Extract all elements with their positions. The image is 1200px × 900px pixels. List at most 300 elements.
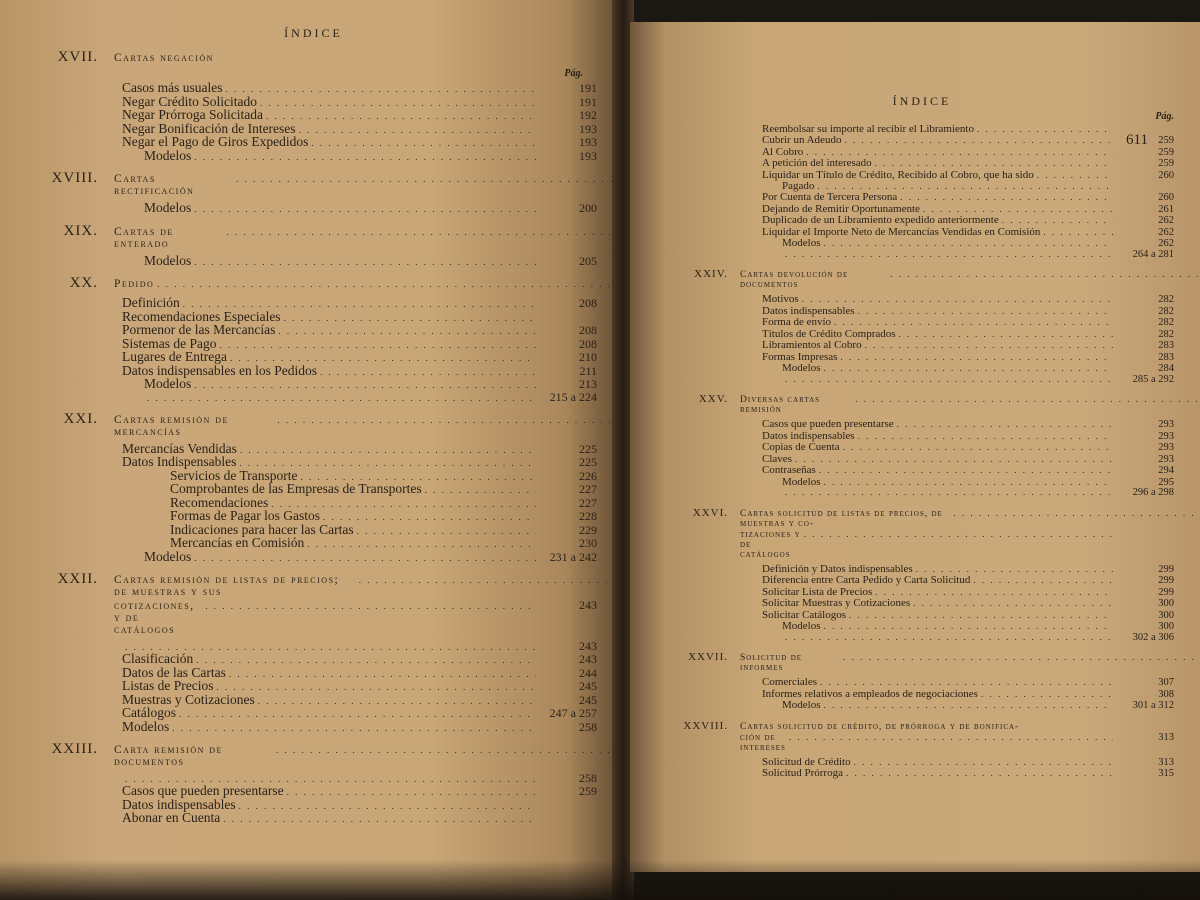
dot-leader <box>858 307 1113 316</box>
entry-page: 283 <box>1158 351 1174 363</box>
chapter-numeral: XXI. <box>63 410 98 427</box>
entry-page: 227 <box>579 482 597 496</box>
chapter-title-cont-text: ción de intereses <box>740 732 786 753</box>
chapter-title-text: Solicitud de informes <box>740 653 803 673</box>
entry-label: Abonar en Cuenta <box>122 810 221 825</box>
index-entry <box>670 621 1174 633</box>
entry-label: Motivos <box>762 293 799 305</box>
entry-label: Negar Prórroga Solicitada <box>122 107 263 122</box>
dot-leader <box>923 205 1113 214</box>
index-entry <box>670 454 1174 466</box>
entry-page: 301 a 312 <box>1132 700 1174 711</box>
dot-leader <box>819 466 1113 475</box>
entry-page: 262 <box>1158 226 1174 238</box>
chapter-title-cont-text: tizaciones y de catálogos <box>740 529 801 560</box>
index-entry <box>670 294 1174 306</box>
entry-page: 302 a 306 <box>1132 631 1174 643</box>
entry-label: Modelos <box>782 475 821 488</box>
chapter-numeral: XVIII. <box>51 170 98 186</box>
chapter-title <box>740 269 1200 290</box>
dot-leader <box>1043 228 1113 237</box>
dot-leader <box>854 758 1113 767</box>
chapter-title-continued <box>670 529 1174 560</box>
index-entry <box>670 181 1174 192</box>
index-entry <box>30 81 597 95</box>
left-index-content <box>30 49 597 825</box>
dot-leader <box>875 588 1113 597</box>
chapter-numeral: XVII. <box>57 49 98 65</box>
entry-page: 299 <box>1158 563 1174 575</box>
entry-label: Contraseñas <box>762 464 816 476</box>
entry-page: 299 <box>1158 575 1174 586</box>
entry-page: 208 <box>579 336 597 351</box>
chapter-numeral: XXV. <box>698 393 728 405</box>
chapter-title <box>740 722 1174 732</box>
chapter-title <box>114 276 615 291</box>
entry-page: 262 <box>1158 215 1174 226</box>
entry-label: Al Cobro <box>762 145 804 158</box>
dot-leader <box>849 611 1113 620</box>
index-entry <box>670 147 1174 159</box>
dot-leader <box>277 415 615 425</box>
dot-leader <box>230 354 536 363</box>
dot-leader <box>875 159 1113 168</box>
dot-leader <box>858 432 1113 441</box>
entry-page: 193 <box>579 135 597 149</box>
entry-page: 284 <box>1158 363 1174 374</box>
chapter-heading <box>30 411 597 438</box>
index-entry <box>670 363 1174 375</box>
chapter-title-text: Cartas rectificación <box>114 173 195 197</box>
index-entry <box>670 124 1174 135</box>
dot-leader <box>220 341 537 350</box>
index-entry <box>670 135 1174 147</box>
entry-label: Muestras y Cotizaciones <box>122 691 255 707</box>
index-entry <box>670 587 1174 599</box>
chapter-numeral: XIX. <box>63 222 98 239</box>
entry-label: Comerciales <box>762 676 817 688</box>
entry-page: 313 <box>1158 756 1174 768</box>
entry-page: 258 <box>579 719 597 734</box>
dot-leader <box>278 327 536 336</box>
entry-label: Datos indispensables en los Pedidos <box>122 362 317 378</box>
chapter-title <box>114 412 615 438</box>
entry-page: 210 <box>579 350 597 364</box>
dot-leader <box>865 341 1113 350</box>
chapter-title <box>114 742 615 768</box>
dot-leader <box>194 205 536 214</box>
entry-page: 260 <box>1158 192 1174 203</box>
dot-leader <box>785 250 1113 259</box>
dot-leader <box>824 364 1114 373</box>
dot-leader <box>357 527 536 536</box>
entry-label: Datos indispensables <box>762 304 855 317</box>
index-entry <box>670 768 1174 780</box>
entry-page: 293 <box>1158 430 1174 442</box>
chapter-title-text: Pedido <box>114 278 155 290</box>
dot-leader <box>157 279 615 289</box>
index-entry <box>670 238 1174 250</box>
entry-label: Libramientos al Cobro <box>762 339 862 351</box>
dot-leader <box>258 697 536 706</box>
chapter-title-text: Diversas cartas remisión <box>740 395 821 415</box>
entry-label: Sistemas de Pago <box>122 335 217 351</box>
entry-page: 225 <box>579 455 597 469</box>
chapter-title-text: Cartas solicitud de listas de precios, de muestras y co- <box>740 508 943 529</box>
right-page <box>630 22 1200 872</box>
index-entry <box>30 784 597 798</box>
dot-leader <box>843 443 1113 452</box>
entry-page: 227 <box>579 495 597 510</box>
dot-leader <box>897 420 1113 429</box>
entry-label: Informes relativos a empleados de negociaciones <box>762 687 978 700</box>
dot-leader <box>824 622 1114 631</box>
index-entry <box>670 375 1174 386</box>
entry-label: Servicios de Transporte <box>170 467 298 483</box>
entry-page: 205 <box>579 253 597 268</box>
entry-label: Casos más usuales <box>122 80 223 95</box>
index-entry <box>30 509 597 523</box>
entry-label: Títulos de Crédito Comprados <box>762 327 896 340</box>
chapter-heading <box>30 49 597 66</box>
entry-page: 208 <box>579 296 597 310</box>
entry-label: Claves <box>762 452 792 465</box>
entry-label: Solicitar Muestras y Cotizaciones <box>762 597 911 609</box>
index-entry <box>30 201 597 215</box>
dot-leader <box>223 815 536 824</box>
index-entry <box>670 329 1174 341</box>
dot-leader <box>172 724 536 733</box>
entry-page: 261 <box>1158 203 1174 215</box>
index-entry <box>30 550 597 564</box>
dot-leader <box>802 295 1113 304</box>
entry-label: Casos que pueden presentarse <box>122 783 284 798</box>
dot-leader <box>320 368 536 377</box>
dot-leader <box>785 375 1113 384</box>
entry-label: Modelos <box>782 362 821 374</box>
entry-label: Datos de las Cartas <box>122 664 226 680</box>
dot-leader <box>226 227 615 237</box>
chapter-heading <box>670 268 1174 290</box>
chapter-heading <box>30 223 597 250</box>
dot-leader <box>977 125 1113 134</box>
dot-leader <box>266 112 536 121</box>
index-entry <box>30 442 597 456</box>
entry-page: 299 <box>1158 586 1174 598</box>
index-entry <box>670 419 1174 431</box>
dot-leader <box>229 670 536 679</box>
index-entry <box>30 391 597 403</box>
chapter-title-text: Cartas devolución de documentos <box>740 270 849 290</box>
chapter-heading <box>670 507 1174 529</box>
chapter-title <box>114 52 597 64</box>
index-entry <box>670 700 1174 712</box>
entry-page: 308 <box>1158 688 1174 700</box>
dot-leader <box>425 486 536 495</box>
dot-leader <box>846 769 1113 778</box>
entry-page: 282 <box>1158 294 1174 305</box>
chapter-title-text: Cartas negación <box>114 52 214 64</box>
dot-leader <box>183 300 536 309</box>
dot-leader <box>820 678 1113 687</box>
chapter-heading <box>30 170 597 197</box>
dot-leader <box>194 258 536 267</box>
chapter-numeral: XXVII. <box>688 651 728 663</box>
entry-label: Lugares de Entrega <box>122 349 227 364</box>
chapter-numeral: XXVIII. <box>683 719 728 732</box>
entry-label: Solicitar Catálogos <box>762 608 847 621</box>
chapter-title-text: Cartas remisión de listas de precios; de muestras y sus <box>114 574 340 598</box>
entry-page: 243 <box>579 652 597 666</box>
running-header-left: ÍNDICE <box>284 26 343 40</box>
entry-page: 282 <box>1158 305 1174 317</box>
bottom-shadow <box>0 860 1200 900</box>
index-entry <box>30 135 597 149</box>
index-entry <box>670 442 1174 454</box>
dot-leader <box>311 139 536 148</box>
chapter-numeral: XXVI. <box>692 506 728 519</box>
index-entry <box>30 640 597 652</box>
entry-label: Comprobantes de las Empresas de Transportes <box>170 481 422 496</box>
index-entry <box>670 575 1174 587</box>
index-entry <box>670 170 1174 182</box>
dot-leader <box>194 381 536 390</box>
entry-page: 307 <box>1158 677 1174 688</box>
entry-label: Solicitar Lista de Precios <box>762 585 873 598</box>
index-entry <box>30 149 597 163</box>
entry-label: Dejando de Remitir Oportunamente <box>762 202 920 215</box>
dot-leader <box>795 455 1113 464</box>
index-entry <box>670 598 1174 610</box>
entry-page: 300 <box>1158 621 1174 632</box>
index-entry <box>670 488 1174 499</box>
dot-leader <box>1037 171 1113 180</box>
entry-page: 259 <box>1158 135 1174 146</box>
chapter-heading <box>30 571 597 598</box>
entry-label: Pormenor de las Mercancías <box>122 322 276 337</box>
chapter-heading <box>670 651 1174 673</box>
chapter-numeral: XXII. <box>57 571 98 587</box>
entry-page: 215 a 224 <box>549 389 597 404</box>
dot-leader <box>194 153 536 162</box>
entry-label: Modelos <box>144 147 192 163</box>
dot-leader <box>240 446 536 455</box>
right-index-content <box>670 268 1174 780</box>
dot-leader <box>855 394 1200 404</box>
entry-label: Definición y Datos indispensables <box>762 562 913 575</box>
pag-column-label: Pág. <box>564 68 583 79</box>
entry-page: 293 <box>1158 453 1174 465</box>
index-entry <box>30 666 597 680</box>
entry-page: 283 <box>1158 340 1174 351</box>
chapter-title <box>114 224 615 250</box>
entry-page: 208 <box>579 323 597 337</box>
index-entry <box>670 158 1174 170</box>
chapter-title <box>740 508 1200 529</box>
index-entry <box>30 679 597 693</box>
index-entry <box>670 352 1174 364</box>
entry-label: Forma de envío <box>762 316 832 328</box>
chapter-numeral: XXIV. <box>694 268 728 280</box>
entry-label: Modelos <box>782 620 821 632</box>
entry-label: Modelos <box>782 699 821 711</box>
entry-label: Definición <box>122 295 180 310</box>
entry-label: Formas de Pagar los Gastos <box>170 508 320 523</box>
entry-page: 293 <box>1158 442 1174 453</box>
dot-leader <box>239 459 536 468</box>
entry-page: 295 <box>1158 476 1174 488</box>
dot-leader <box>916 565 1113 574</box>
entry-label: Recomendaciones Especiales <box>122 308 281 324</box>
entry-page: 262 <box>1158 238 1174 249</box>
entry-label: A petición del interesado <box>762 157 872 169</box>
dot-leader <box>817 182 1113 191</box>
index-entry <box>670 757 1174 769</box>
index-entry <box>30 350 597 364</box>
entry-page: 213 <box>579 377 597 391</box>
chapter-heading <box>670 393 1174 415</box>
chapter-numeral: XXIII. <box>51 741 98 757</box>
entry-label: Liquidar el Importe Neto de Mercancías Vendidas en Comisión <box>762 225 1041 238</box>
index-entry <box>30 536 597 550</box>
chapter-title <box>114 171 615 197</box>
entry-label: Negar el Pago de Giros Expedidos <box>122 134 309 149</box>
index-entry <box>670 677 1174 689</box>
dot-leader <box>226 85 537 94</box>
running-header-right: ÍNDICE <box>892 94 952 108</box>
entry-page: 296 a 298 <box>1132 487 1174 498</box>
entry-label: Datos indispensables <box>762 429 855 442</box>
index-entry <box>30 469 597 483</box>
dot-leader <box>1002 216 1113 225</box>
chapter-title <box>114 572 615 598</box>
dot-leader <box>834 318 1113 327</box>
entry-page: 293 <box>1158 419 1174 430</box>
index-entry <box>30 95 597 109</box>
entry-page: 193 <box>579 121 597 136</box>
entry-label: Modelos <box>122 718 170 734</box>
index-entry <box>670 340 1174 352</box>
chapter-title-text: Cartas solicitud de crédito, de prórroga y de bonifica- <box>740 721 1020 732</box>
dot-leader <box>216 683 536 692</box>
dot-leader <box>287 788 536 797</box>
entry-page: 231 a 242 <box>549 549 597 564</box>
entry-label: Clasificación <box>122 651 194 666</box>
dot-leader <box>913 599 1113 608</box>
entry-label: Casos que pueden presentarse <box>762 418 894 430</box>
entry-page: 193 <box>579 148 597 163</box>
entry-page: 225 <box>579 441 597 456</box>
entry-label: Por Cuenta de Tercera Persona <box>762 191 898 203</box>
entry-page: 191 <box>579 94 597 109</box>
right-continued-entries <box>670 124 1174 260</box>
dot-leader <box>973 576 1113 585</box>
dot-leader <box>236 174 615 184</box>
entry-label: Modelos <box>144 200 192 215</box>
entry-page: 229 <box>579 522 597 537</box>
index-entry <box>30 337 597 351</box>
entry-label: Negar Crédito Solicitado <box>122 93 257 109</box>
chapter-numeral: XX. <box>69 275 98 291</box>
entry-label: Mercancías en Comisión <box>170 535 305 550</box>
entry-label: Copias de Cuenta <box>762 441 840 453</box>
entry-page: 259 <box>1158 158 1174 169</box>
entry-page: 260 <box>1158 169 1174 181</box>
entry-page: 230 <box>579 536 597 550</box>
index-entry <box>30 798 597 812</box>
entry-page: 245 <box>579 692 597 707</box>
page-number: 611 <box>1126 132 1148 148</box>
chapter-title <box>740 652 1200 673</box>
entry-page: 191 <box>579 81 597 95</box>
index-entry <box>670 250 1174 261</box>
entry-label: Datos indispensables <box>122 796 236 812</box>
dot-leader <box>953 508 1200 518</box>
index-entry <box>30 296 597 310</box>
dot-leader <box>900 193 1113 202</box>
entry-page: 282 <box>1158 328 1174 340</box>
dot-leader <box>824 701 1114 710</box>
entry-label: Catálogos <box>122 705 176 720</box>
entry-page: 258 <box>579 771 597 785</box>
entry-label: Modelos <box>144 252 192 268</box>
entry-label: Reembolsar su importe al recibir el Libramiento <box>762 123 974 135</box>
dot-leader <box>804 529 1113 539</box>
index-entry <box>670 633 1174 644</box>
index-entry <box>670 465 1174 477</box>
index-entry <box>670 215 1174 227</box>
index-entry <box>670 477 1174 489</box>
dot-leader <box>260 99 536 108</box>
entry-label: Solicitud Prórroga <box>762 767 843 779</box>
dot-leader <box>196 656 536 665</box>
entry-label: Solicitud de Crédito <box>762 755 851 768</box>
dot-leader <box>806 148 1113 157</box>
entry-page: 300 <box>1158 598 1174 609</box>
index-entry <box>30 377 597 391</box>
chapter-heading <box>30 741 597 768</box>
dot-leader <box>194 554 536 563</box>
entry-page: 211 <box>579 363 597 378</box>
chapter-title-continued <box>670 732 1174 753</box>
entry-label: Duplicado de un Libramiento expedido anteriormente <box>762 214 999 226</box>
index-entry <box>670 689 1174 701</box>
entry-page: 300 <box>1158 609 1174 621</box>
entry-page: 244 <box>579 665 597 680</box>
index-entry <box>670 610 1174 622</box>
entry-page: 243 <box>579 639 597 653</box>
index-entry <box>30 706 597 720</box>
entry-label: Negar Bonificación de Intereses <box>122 120 296 136</box>
chapter-heading <box>30 275 597 292</box>
dot-leader <box>323 513 536 522</box>
dot-leader <box>205 601 536 611</box>
dot-leader <box>844 136 1113 145</box>
index-entry <box>30 693 597 707</box>
dot-leader <box>147 394 536 403</box>
dot-leader <box>284 314 536 323</box>
index-entry <box>670 431 1174 443</box>
dot-leader <box>276 745 615 755</box>
entry-label: Listas de Precios <box>122 678 214 693</box>
entry-page: 294 <box>1158 465 1174 476</box>
entry-page: 192 <box>579 108 597 122</box>
entry-page: 282 <box>1158 317 1174 328</box>
entry-label: Mercancías Vendidas <box>122 440 237 456</box>
chapter-title-text: Carta remisión de documentos <box>114 744 223 768</box>
entry-label: Recomendaciones <box>170 494 269 510</box>
entry-label: Indicaciones para hacer las Cartas <box>170 521 354 537</box>
